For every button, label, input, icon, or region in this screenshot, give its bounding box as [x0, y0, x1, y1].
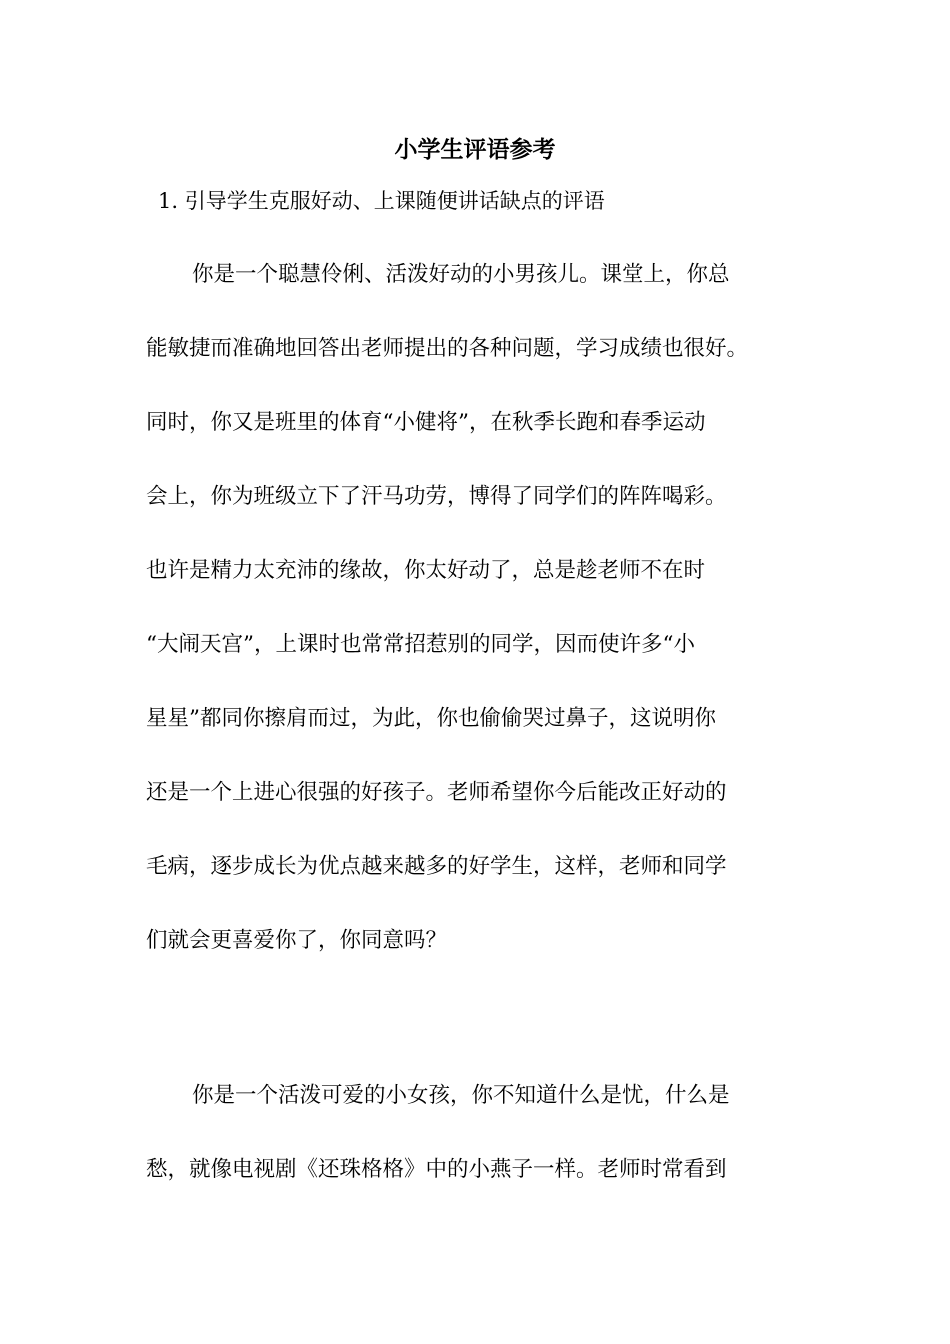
paragraph-line: 你是一个聪慧伶俐、活泼好动的小男孩儿。课堂上，你总 [192, 262, 730, 287]
section-heading: 1. 引导学生克服好动、上课随便讲话缺点的评语 [158, 189, 605, 213]
paragraph-line: 星星”都同你擦肩而过，为此，你也偷偷哭过鼻子，这说明你 [146, 706, 716, 731]
paragraph-line: 同时，你又是班里的体育“小健将”，在秋季长跑和春季运动 [146, 410, 706, 435]
paragraph-line: 你是一个活泼可爱的小女孩，你不知道什么是忧，什么是 [192, 1083, 730, 1108]
paragraph-line: 也许是精力太充沛的缘故，你太好动了，总是趁老师不在时 [146, 558, 706, 583]
document-title: 小学生评语参考 [394, 136, 556, 163]
paragraph-line: “大闹天宫”，上课时也常常招惹别的同学，因而使许多“小 [146, 632, 695, 657]
paragraph-line: 们就会更喜爱你了，你同意吗？ [146, 928, 448, 953]
paragraph-line: 会上，你为班级立下了汗马功劳，博得了同学们的阵阵喝彩。 [146, 484, 727, 509]
paragraph-line: 还是一个上进心很强的好孩子。老师希望你今后能改正好动的 [146, 780, 727, 805]
paragraph-line: 愁，就像电视剧《还珠格格》中的小燕子一样。老师时常看到 [146, 1157, 727, 1182]
paragraph-line: 毛病，逐步成长为优点越来越多的好学生，这样，老师和同学 [146, 854, 727, 879]
paragraph-line: 能敏捷而准确地回答出老师提出的各种问题，学习成绩也很好。 [146, 336, 749, 361]
